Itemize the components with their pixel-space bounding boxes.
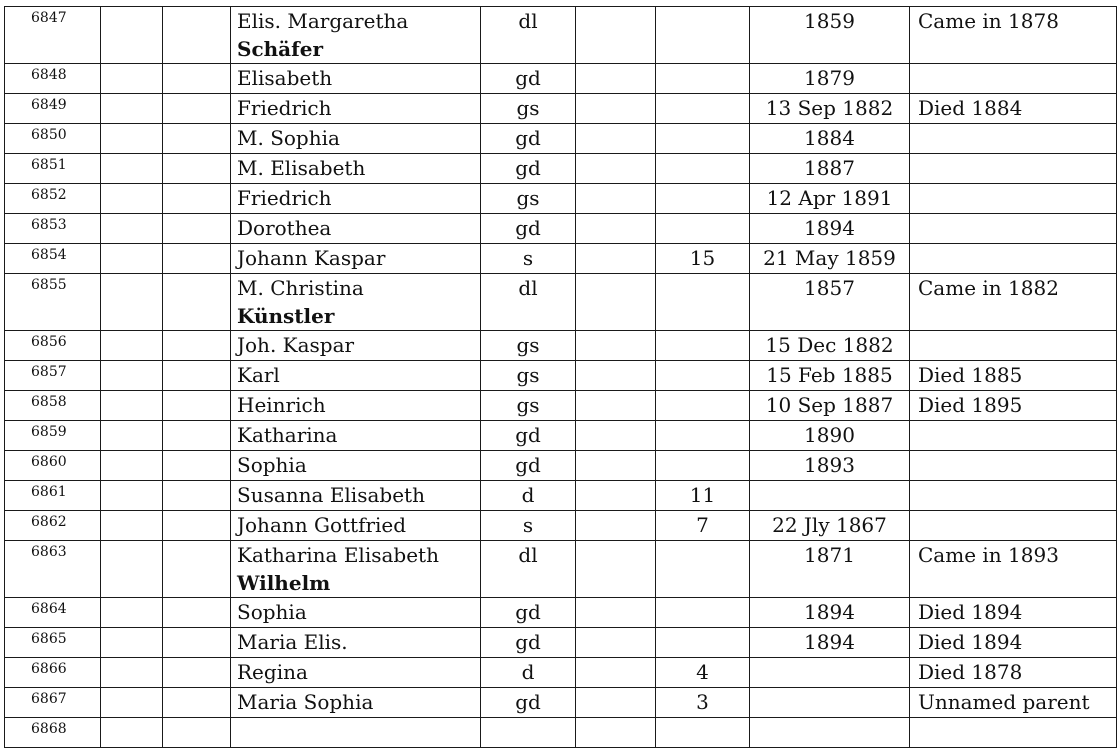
record-number-cell: 6848 bbox=[5, 64, 101, 94]
blank-cell bbox=[101, 481, 163, 511]
age-cell bbox=[656, 541, 750, 598]
note-cell bbox=[910, 184, 1117, 214]
given-name: Katharina bbox=[237, 423, 338, 447]
blank-cell bbox=[101, 451, 163, 481]
relation-cell bbox=[481, 718, 576, 748]
record-number-cell: 6857 bbox=[5, 361, 101, 391]
relation-cell: s bbox=[481, 511, 576, 541]
table-row bbox=[5, 94, 1117, 124]
name-cell bbox=[231, 658, 481, 688]
given-name: Sophia bbox=[237, 600, 307, 624]
table-row bbox=[5, 598, 1117, 628]
record-number-cell: 6859 bbox=[5, 421, 101, 451]
age-cell: 11 bbox=[656, 481, 750, 511]
note-cell: Died 1894 bbox=[910, 598, 1117, 628]
blank-cell bbox=[163, 214, 231, 244]
note-cell: Came in 1878 bbox=[910, 7, 1117, 64]
table-row bbox=[5, 154, 1117, 184]
relation-cell: gd bbox=[481, 64, 576, 94]
note-cell: Came in 1882 bbox=[910, 274, 1117, 331]
blank-cell bbox=[576, 244, 656, 274]
name-cell bbox=[231, 598, 481, 628]
blank-cell bbox=[163, 628, 231, 658]
blank-cell bbox=[101, 124, 163, 154]
relation-cell: gs bbox=[481, 361, 576, 391]
blank-cell bbox=[163, 688, 231, 718]
note-cell: Died 1878 bbox=[910, 658, 1117, 688]
record-number-cell: 6866 bbox=[5, 658, 101, 688]
birth-date-cell bbox=[750, 481, 910, 511]
birth-date-cell: 1884 bbox=[750, 124, 910, 154]
note-cell bbox=[910, 244, 1117, 274]
given-name: Maria Elis. bbox=[237, 630, 348, 654]
age-cell bbox=[656, 628, 750, 658]
name-cell bbox=[231, 244, 481, 274]
table-row bbox=[5, 628, 1117, 658]
birth-date-cell: 13 Sep 1882 bbox=[750, 94, 910, 124]
given-name: Regina bbox=[237, 660, 308, 684]
table-row bbox=[5, 718, 1117, 748]
blank-cell bbox=[163, 184, 231, 214]
given-name: Johann Gottfried bbox=[237, 513, 407, 537]
given-name: Katharina Elisabeth bbox=[237, 543, 439, 567]
age-cell: 7 bbox=[656, 511, 750, 541]
record-number-cell: 6849 bbox=[5, 94, 101, 124]
note-cell bbox=[910, 718, 1117, 748]
birth-date-cell bbox=[750, 718, 910, 748]
note-cell bbox=[910, 331, 1117, 361]
record-number-cell: 6863 bbox=[5, 541, 101, 598]
note-cell bbox=[910, 64, 1117, 94]
relation-cell: d bbox=[481, 481, 576, 511]
blank-cell bbox=[163, 154, 231, 184]
age-cell bbox=[656, 421, 750, 451]
table-row bbox=[5, 244, 1117, 274]
table-row bbox=[5, 541, 1117, 598]
birth-date-cell bbox=[750, 658, 910, 688]
name-cell bbox=[231, 541, 481, 598]
name-cell bbox=[231, 361, 481, 391]
name-cell bbox=[231, 274, 481, 331]
record-number-cell: 6858 bbox=[5, 391, 101, 421]
blank-cell bbox=[576, 124, 656, 154]
blank-cell bbox=[163, 718, 231, 748]
name-cell bbox=[231, 421, 481, 451]
relation-cell: d bbox=[481, 658, 576, 688]
given-name: Elisabeth bbox=[237, 66, 333, 90]
birth-date-cell: 1894 bbox=[750, 598, 910, 628]
table-row bbox=[5, 481, 1117, 511]
age-cell bbox=[656, 391, 750, 421]
blank-cell bbox=[163, 598, 231, 628]
note-cell: Unnamed parent bbox=[910, 688, 1117, 718]
relation-cell: gd bbox=[481, 688, 576, 718]
blank-cell bbox=[576, 541, 656, 598]
blank-cell bbox=[101, 361, 163, 391]
given-name: M. Christina bbox=[237, 276, 364, 300]
name-cell bbox=[231, 331, 481, 361]
blank-cell bbox=[576, 628, 656, 658]
note-cell bbox=[910, 451, 1117, 481]
age-cell bbox=[656, 361, 750, 391]
age-cell bbox=[656, 451, 750, 481]
record-number-cell: 6862 bbox=[5, 511, 101, 541]
relation-cell: gd bbox=[481, 154, 576, 184]
relation-cell: gd bbox=[481, 124, 576, 154]
age-cell bbox=[656, 331, 750, 361]
relation-cell: gd bbox=[481, 628, 576, 658]
name-cell bbox=[231, 154, 481, 184]
blank-cell bbox=[163, 244, 231, 274]
relation-cell: s bbox=[481, 244, 576, 274]
table-row bbox=[5, 421, 1117, 451]
name-cell bbox=[231, 481, 481, 511]
relation-cell: gd bbox=[481, 214, 576, 244]
given-name: Elis. Margaretha bbox=[237, 9, 409, 33]
age-cell bbox=[656, 598, 750, 628]
record-number-cell: 6852 bbox=[5, 184, 101, 214]
relation-cell: gd bbox=[481, 598, 576, 628]
note-cell: Died 1894 bbox=[910, 628, 1117, 658]
relation-cell: gs bbox=[481, 331, 576, 361]
record-number-cell: 6860 bbox=[5, 451, 101, 481]
table-row bbox=[5, 331, 1117, 361]
age-cell bbox=[656, 7, 750, 64]
blank-cell bbox=[101, 244, 163, 274]
blank-cell bbox=[163, 658, 231, 688]
birth-date-cell: 21 May 1859 bbox=[750, 244, 910, 274]
relation-cell: dl bbox=[481, 541, 576, 598]
record-number-cell: 6855 bbox=[5, 274, 101, 331]
blank-cell bbox=[163, 541, 231, 598]
birth-date-cell: 1894 bbox=[750, 214, 910, 244]
name-cell bbox=[231, 124, 481, 154]
age-cell bbox=[656, 274, 750, 331]
blank-cell bbox=[101, 718, 163, 748]
blank-cell bbox=[163, 274, 231, 331]
blank-cell bbox=[576, 451, 656, 481]
blank-cell bbox=[576, 94, 656, 124]
birth-date-cell: 1887 bbox=[750, 154, 910, 184]
blank-cell bbox=[576, 391, 656, 421]
blank-cell bbox=[101, 94, 163, 124]
blank-cell bbox=[101, 331, 163, 361]
given-name: Friedrich bbox=[237, 96, 332, 120]
age-cell bbox=[656, 718, 750, 748]
note-cell bbox=[910, 481, 1117, 511]
relation-cell: gs bbox=[481, 391, 576, 421]
blank-cell bbox=[101, 541, 163, 598]
blank-cell bbox=[576, 598, 656, 628]
blank-cell bbox=[101, 421, 163, 451]
note-cell bbox=[910, 421, 1117, 451]
blank-cell bbox=[163, 421, 231, 451]
blank-cell bbox=[576, 64, 656, 94]
note-cell: Died 1895 bbox=[910, 391, 1117, 421]
blank-cell bbox=[576, 511, 656, 541]
blank-cell bbox=[576, 688, 656, 718]
birth-date-cell bbox=[750, 688, 910, 718]
given-name: Johann Kaspar bbox=[237, 246, 386, 270]
blank-cell bbox=[101, 688, 163, 718]
blank-cell bbox=[101, 274, 163, 331]
birth-date-cell: 1879 bbox=[750, 64, 910, 94]
note-cell: Died 1885 bbox=[910, 361, 1117, 391]
name-cell bbox=[231, 688, 481, 718]
blank-cell bbox=[163, 124, 231, 154]
record-number-cell: 6867 bbox=[5, 688, 101, 718]
blank-cell bbox=[576, 481, 656, 511]
blank-cell bbox=[101, 598, 163, 628]
blank-cell bbox=[163, 94, 231, 124]
given-name: Friedrich bbox=[237, 186, 332, 210]
name-cell bbox=[231, 451, 481, 481]
birth-date-cell: 22 Jly 1867 bbox=[750, 511, 910, 541]
surname: Wilhelm bbox=[237, 571, 331, 595]
age-cell: 3 bbox=[656, 688, 750, 718]
relation-cell: gd bbox=[481, 421, 576, 451]
given-name: M. Elisabeth bbox=[237, 156, 366, 180]
relation-cell: dl bbox=[481, 274, 576, 331]
name-cell bbox=[231, 7, 481, 64]
age-cell bbox=[656, 124, 750, 154]
name-cell bbox=[231, 718, 481, 748]
blank-cell bbox=[163, 7, 231, 64]
blank-cell bbox=[576, 331, 656, 361]
note-cell bbox=[910, 124, 1117, 154]
blank-cell bbox=[101, 628, 163, 658]
name-cell bbox=[231, 214, 481, 244]
blank-cell bbox=[576, 154, 656, 184]
record-number-cell: 6868 bbox=[5, 718, 101, 748]
note-cell: Died 1884 bbox=[910, 94, 1117, 124]
note-cell: Came in 1893 bbox=[910, 541, 1117, 598]
record-number-cell: 6850 bbox=[5, 124, 101, 154]
blank-cell bbox=[576, 214, 656, 244]
age-cell: 4 bbox=[656, 658, 750, 688]
table-row bbox=[5, 184, 1117, 214]
table-row bbox=[5, 451, 1117, 481]
age-cell: 15 bbox=[656, 244, 750, 274]
relation-cell: gd bbox=[481, 451, 576, 481]
ledger-body bbox=[5, 7, 1117, 748]
age-cell bbox=[656, 94, 750, 124]
record-number-cell: 6853 bbox=[5, 214, 101, 244]
relation-cell: dl bbox=[481, 7, 576, 64]
table-row bbox=[5, 64, 1117, 94]
given-name: Dorothea bbox=[237, 216, 332, 240]
given-name: Maria Sophia bbox=[237, 690, 374, 714]
table-row bbox=[5, 214, 1117, 244]
relation-cell: gs bbox=[481, 94, 576, 124]
name-cell bbox=[231, 64, 481, 94]
table-row bbox=[5, 361, 1117, 391]
record-number-cell: 6861 bbox=[5, 481, 101, 511]
blank-cell bbox=[101, 184, 163, 214]
birth-date-cell: 1894 bbox=[750, 628, 910, 658]
table-row bbox=[5, 7, 1117, 64]
note-cell bbox=[910, 214, 1117, 244]
age-cell bbox=[656, 214, 750, 244]
record-number-cell: 6854 bbox=[5, 244, 101, 274]
birth-date-cell: 1893 bbox=[750, 451, 910, 481]
blank-cell bbox=[101, 214, 163, 244]
table-row bbox=[5, 688, 1117, 718]
birth-date-cell: 1871 bbox=[750, 541, 910, 598]
birth-date-cell: 15 Feb 1885 bbox=[750, 361, 910, 391]
name-cell bbox=[231, 94, 481, 124]
surname: Künstler bbox=[237, 304, 335, 328]
given-name: Heinrich bbox=[237, 393, 326, 417]
note-cell bbox=[910, 154, 1117, 184]
note-cell bbox=[910, 511, 1117, 541]
record-number-cell: 6851 bbox=[5, 154, 101, 184]
record-number-cell: 6865 bbox=[5, 628, 101, 658]
blank-cell bbox=[101, 7, 163, 64]
given-name: Karl bbox=[237, 363, 280, 387]
blank-cell bbox=[576, 274, 656, 331]
name-cell bbox=[231, 628, 481, 658]
name-cell bbox=[231, 391, 481, 421]
age-cell bbox=[656, 154, 750, 184]
birth-date-cell: 15 Dec 1882 bbox=[750, 331, 910, 361]
blank-cell bbox=[576, 658, 656, 688]
blank-cell bbox=[163, 481, 231, 511]
record-number-cell: 6856 bbox=[5, 331, 101, 361]
blank-cell bbox=[163, 511, 231, 541]
relation-cell: gs bbox=[481, 184, 576, 214]
blank-cell bbox=[163, 361, 231, 391]
blank-cell bbox=[576, 7, 656, 64]
given-name: Joh. Kaspar bbox=[237, 333, 355, 357]
table-row bbox=[5, 124, 1117, 154]
blank-cell bbox=[576, 361, 656, 391]
birth-date-cell: 1890 bbox=[750, 421, 910, 451]
age-cell bbox=[656, 64, 750, 94]
record-number-cell: 6847 bbox=[5, 7, 101, 64]
blank-cell bbox=[163, 391, 231, 421]
blank-cell bbox=[101, 511, 163, 541]
ledger-table bbox=[4, 6, 1117, 748]
birth-date-cell: 1859 bbox=[750, 7, 910, 64]
table-row bbox=[5, 658, 1117, 688]
table-row bbox=[5, 391, 1117, 421]
given-name: M. Sophia bbox=[237, 126, 340, 150]
birth-date-cell: 12 Apr 1891 bbox=[750, 184, 910, 214]
name-cell bbox=[231, 511, 481, 541]
name-cell bbox=[231, 184, 481, 214]
surname: Schäfer bbox=[237, 37, 323, 61]
record-number-cell: 6864 bbox=[5, 598, 101, 628]
blank-cell bbox=[576, 421, 656, 451]
blank-cell bbox=[101, 391, 163, 421]
blank-cell bbox=[163, 331, 231, 361]
birth-date-cell: 1857 bbox=[750, 274, 910, 331]
blank-cell bbox=[163, 64, 231, 94]
given-name: Sophia bbox=[237, 453, 307, 477]
blank-cell bbox=[101, 658, 163, 688]
blank-cell bbox=[576, 718, 656, 748]
age-cell bbox=[656, 184, 750, 214]
given-name: Susanna Elisabeth bbox=[237, 483, 425, 507]
birth-date-cell: 10 Sep 1887 bbox=[750, 391, 910, 421]
table-row bbox=[5, 274, 1117, 331]
blank-cell bbox=[101, 154, 163, 184]
blank-cell bbox=[163, 451, 231, 481]
blank-cell bbox=[576, 184, 656, 214]
blank-cell bbox=[101, 64, 163, 94]
table-row bbox=[5, 511, 1117, 541]
